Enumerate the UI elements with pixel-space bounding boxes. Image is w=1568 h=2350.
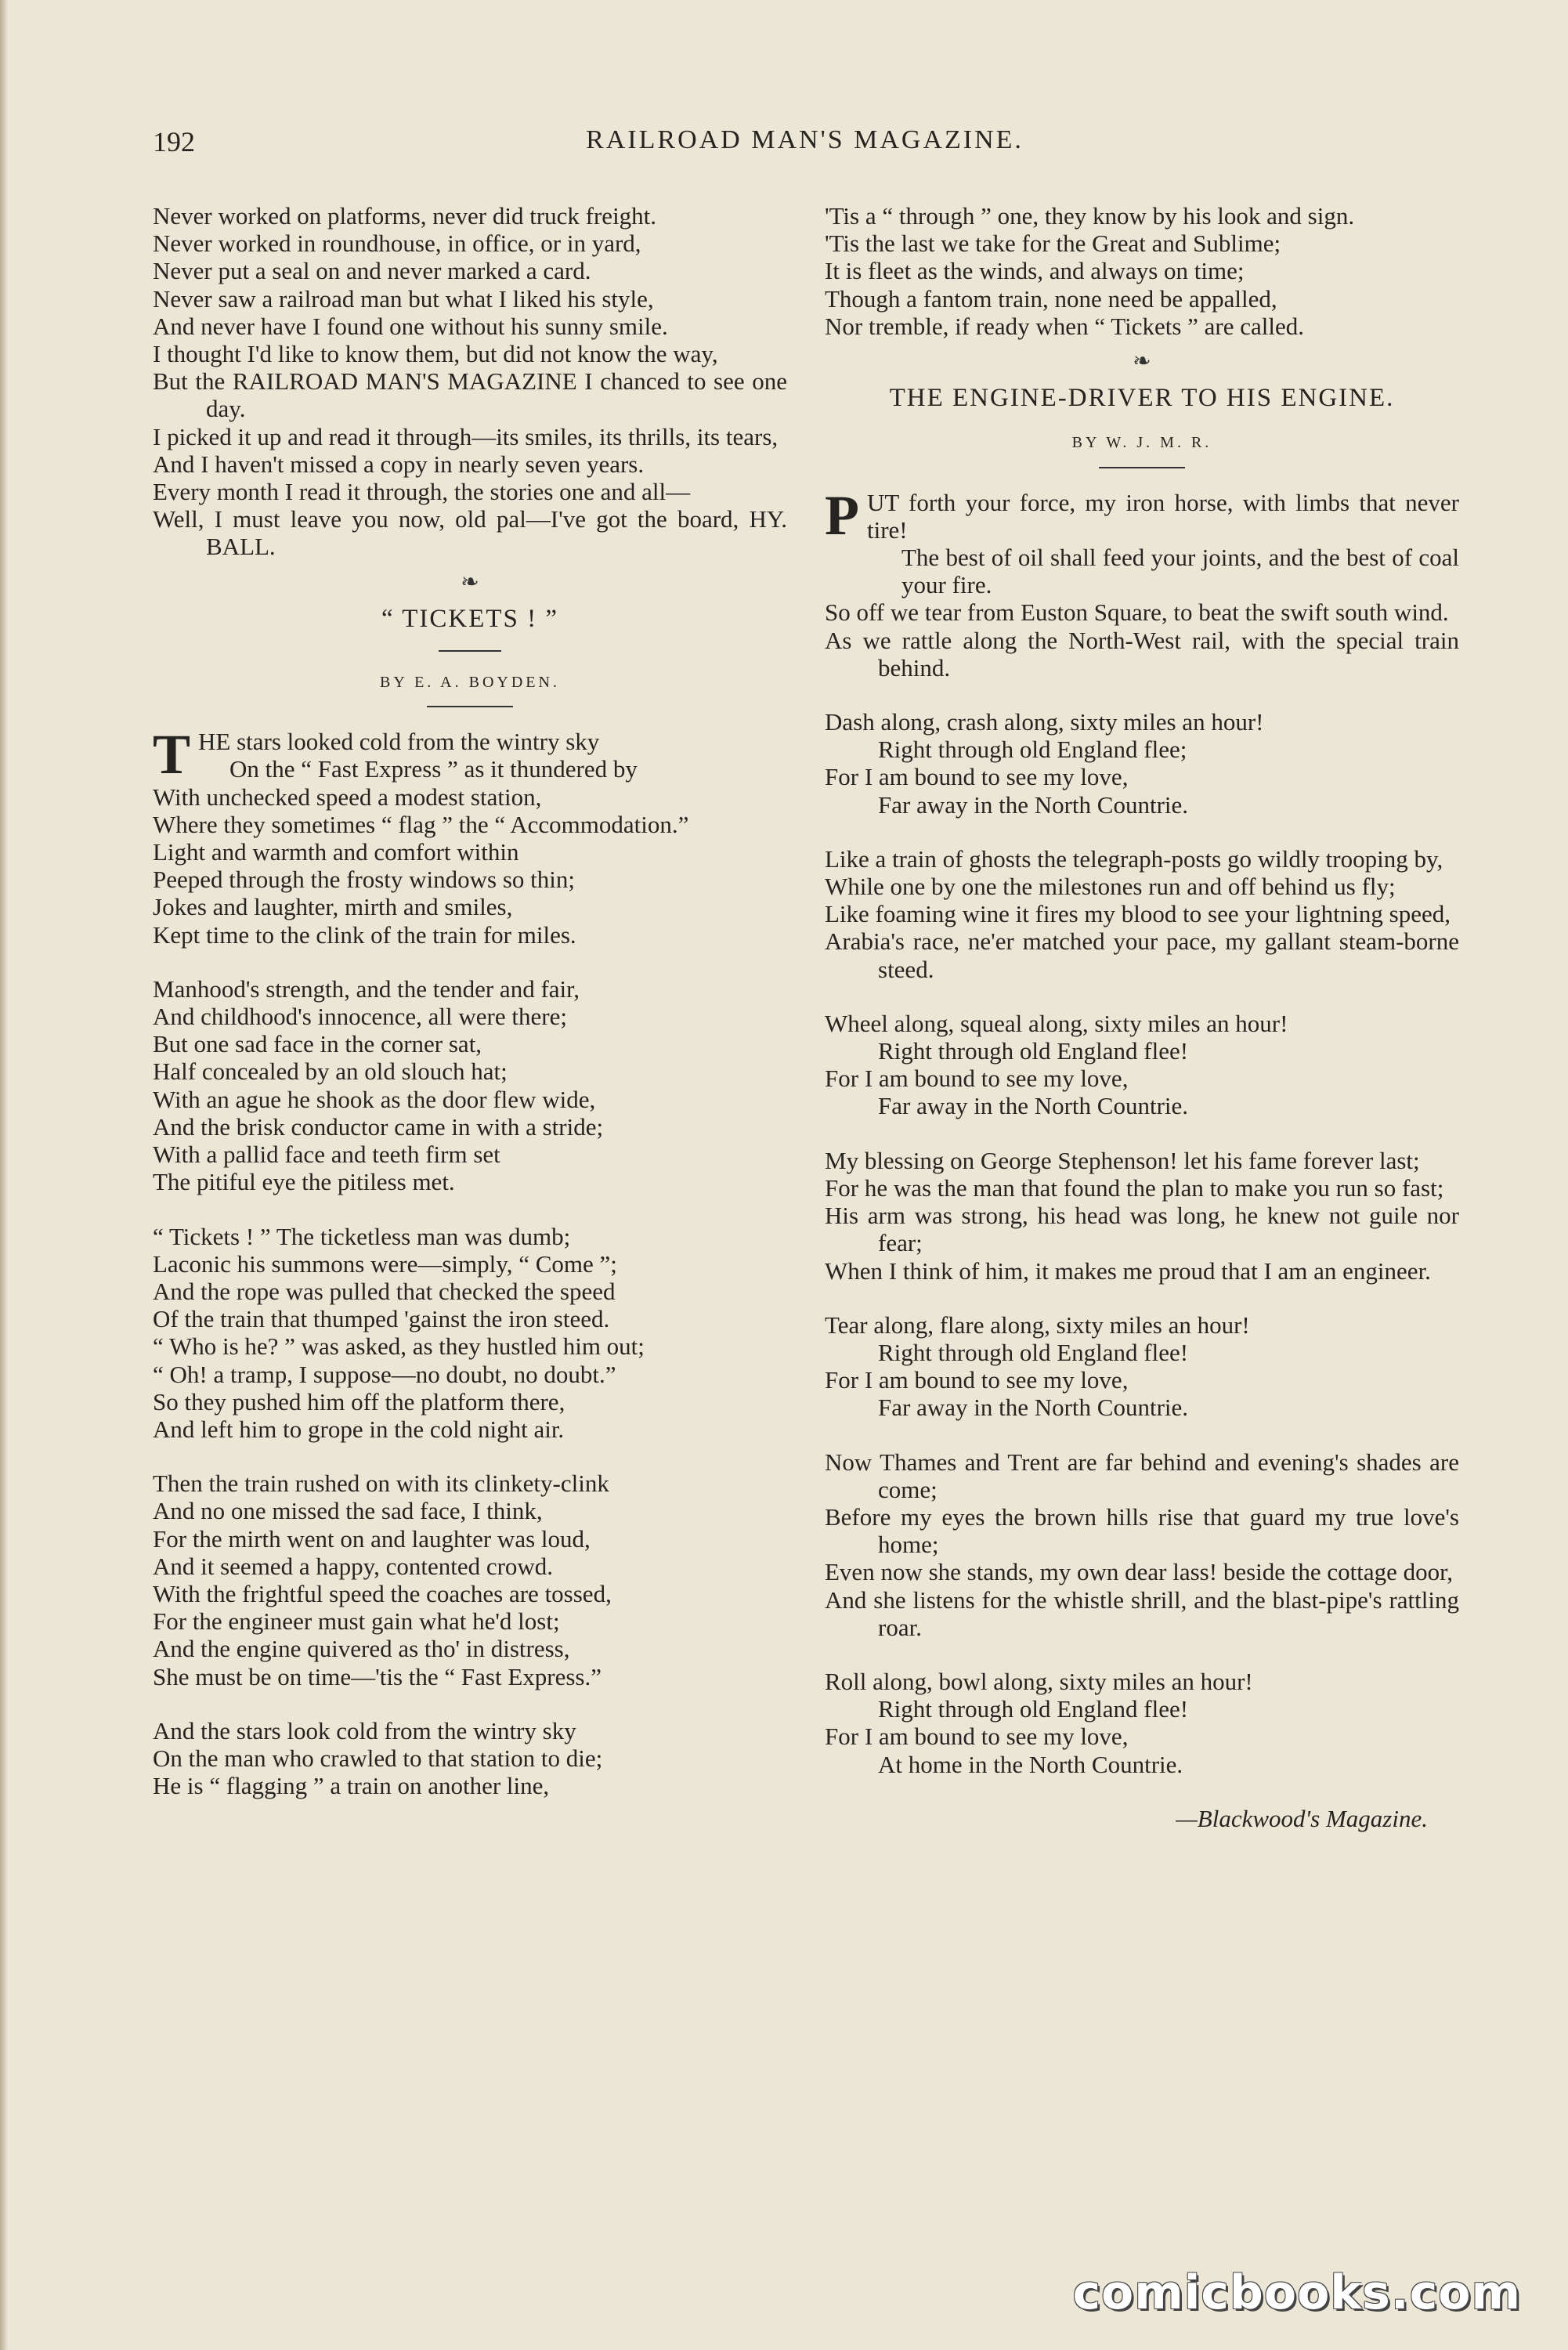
- verse-line: Now Thames and Trent are far behind and evening's shades are come;: [825, 1448, 1459, 1503]
- page-number: 192: [153, 126, 195, 157]
- verse-line: And left him to grope in the cold night air.: [153, 1415, 565, 1443]
- page-edge: [0, 0, 8, 2350]
- verse-line: “ Tickets ! ” The ticketless man was dumb;: [153, 1222, 571, 1250]
- verse-line: Peeped through the frosty windows so thin;: [153, 866, 576, 894]
- verse-line: And the engine quivered as tho' in distress,: [153, 1635, 570, 1663]
- verse-line: Even now she stands, my own dear lass! beside the cottage door,: [825, 1558, 1453, 1586]
- verse-line: Half concealed by an old slouch hat;: [153, 1058, 508, 1086]
- stanza: [825, 845, 1459, 983]
- verse-line: The pitiful eye the pitiless met.: [153, 1168, 455, 1196]
- verse-line: He is “ flagging ” a train on another line,: [153, 1772, 550, 1800]
- verse-line: And childhood's innocence, all were there;: [153, 1003, 567, 1031]
- ornament-icon: ❧: [1133, 349, 1151, 374]
- verse-line: It is fleet as the winds, and always on time;: [825, 257, 1245, 285]
- verse-line: I picked it up and read it through—its smiles, its thrills, its tears,: [153, 422, 779, 450]
- verse-line: For I am bound to see my love,: [825, 763, 1129, 791]
- engine-opening: [825, 483, 1459, 599]
- verse-line: My blessing on George Stephenson! let his fame forever last;: [825, 1146, 1420, 1174]
- verse-line: Every month I read it through, the stories one and all—: [153, 478, 691, 506]
- verse-line: Wheel along, squeal along, sixty miles an hour!: [825, 1009, 1288, 1037]
- drop-cap: P: [825, 483, 859, 547]
- verse-line: For the engineer must gain what he'd lost;: [153, 1607, 560, 1636]
- stanza: [153, 783, 787, 949]
- verse-line: For I am bound to see my love,: [825, 1723, 1129, 1751]
- verse-line: At home in the North Countrie.: [878, 1750, 1183, 1778]
- verse-line: Right through old England flee!: [878, 1338, 1189, 1366]
- byline-rule: [1099, 467, 1185, 468]
- verse-line: For he was the man that found the plan to make you run so fast;: [825, 1173, 1444, 1202]
- verse-line: Roll along, bowl along, sixty miles an hour!: [825, 1667, 1253, 1695]
- intro-poem-right: [825, 202, 1459, 340]
- watermark: comicbooks.com: [1072, 2265, 1521, 2320]
- verse-line: “ Oh! a tramp, I suppose—no doubt, no doubt.”: [153, 1360, 616, 1388]
- opening-line: HE stars looked cold from the wintry sky: [198, 728, 600, 756]
- verse-line: Tear along, flare along, sixty miles an hour!: [825, 1311, 1250, 1339]
- verse-line: She must be on time—'tis the “ Fast Express.”: [153, 1662, 602, 1690]
- stanza: [825, 598, 1459, 682]
- verse-line: Never saw a railroad man but what I liked his style,: [153, 284, 654, 313]
- stanza: [825, 1010, 1459, 1120]
- verse-line: With an ague he shook as the door flew wide,: [153, 1085, 596, 1113]
- verse-line: Dash along, crash along, sixty miles an hour!: [825, 708, 1264, 736]
- verse-line: Like a train of ghosts the telegraph-posts go wildly trooping by,: [825, 844, 1443, 873]
- poem-title-tickets: “ TICKETS ! ”: [381, 604, 559, 633]
- stanza: [825, 1448, 1459, 1641]
- verse-line: Well, I must leave you now, old pal—I've got the board, HY. BALL.: [153, 505, 787, 561]
- verse-line: Far away in the North Countrie.: [878, 1394, 1189, 1422]
- stanza: [825, 1668, 1459, 1778]
- verse-line: Though a fantom train, none need be appalled,: [825, 284, 1277, 313]
- verse-line: But the RAILROAD MAN'S MAGAZINE I chanced to see one day.: [153, 367, 787, 423]
- verse-line: For I am bound to see my love,: [825, 1065, 1129, 1093]
- opening-line-2: The best of oil shall feed your joints, and the best of coal your fire.: [901, 544, 1459, 599]
- verse-line: Far away in the North Countrie.: [878, 1092, 1189, 1120]
- verse-line: And the stars look cold from the wintry sky: [153, 1716, 576, 1744]
- stanza: [153, 1717, 787, 1800]
- verse-line: And never have I found one without his sunny smile.: [153, 312, 668, 340]
- stanza: [825, 1147, 1459, 1285]
- verse-line: His arm was strong, his head was long, he knew not guile nor fear;: [825, 1202, 1459, 1257]
- verse-line: Light and warmth and comfort within: [153, 838, 519, 866]
- verse-line: And the rope was pulled that checked the speed: [153, 1277, 616, 1305]
- verse-line: With unchecked speed a modest station,: [153, 783, 542, 811]
- verse-line: So they pushed him off the platform there,: [153, 1387, 565, 1415]
- running-title: RAILROAD MAN'S MAGAZINE.: [586, 125, 1024, 154]
- verse-line: Like foaming wine it fires my blood to see your lightning speed,: [825, 900, 1451, 928]
- stanza: [153, 1470, 787, 1690]
- verse-line: With a pallid face and teeth firm set: [153, 1141, 500, 1169]
- verse-line: Never worked on platforms, never did truck freight.: [153, 202, 657, 230]
- verse-line: Laconic his summons were—simply, “ Come ”;: [153, 1249, 617, 1278]
- right-column: [825, 202, 1459, 1832]
- verse-line: For I am bound to see my love,: [825, 1366, 1129, 1394]
- verse-line: Far away in the North Countrie.: [878, 790, 1189, 819]
- attribution: —Blackwood's Magazine.: [1176, 1804, 1428, 1832]
- drop-cap: T: [153, 723, 191, 786]
- byline-rule: [427, 706, 513, 707]
- opening-line: UT forth your force, my iron horse, with limbs that never tire!: [866, 488, 1459, 544]
- verse-line: Jokes and laughter, mirth and smiles,: [153, 893, 513, 921]
- engine-stanzas: [825, 598, 1459, 1777]
- verse-line: Kept time to the clink of the train for miles.: [153, 920, 576, 949]
- opening-line-2: On the “ Fast Express ” as it thundered by: [229, 755, 638, 783]
- verse-line: For the mirth went on and laughter was loud,: [153, 1524, 591, 1553]
- byline-engine-driver: BY W. J. M. R.: [1071, 434, 1212, 452]
- verse-line: Arabia's race, ne'er matched your pace, my gallant steam-borne steed.: [825, 927, 1459, 983]
- verse-line: I thought I'd like to know them, but did not know the way,: [153, 340, 718, 368]
- verse-line: As we rattle along the North-West rail, with the special train behind.: [825, 626, 1459, 682]
- verse-line: Then the train rushed on with its clinkety-clink: [153, 1470, 609, 1498]
- verse-line: When I think of him, it makes me proud that I am an engineer.: [825, 1256, 1431, 1285]
- verse-line: On the man who crawled to that station to die;: [153, 1744, 603, 1772]
- verse-line: With the frightful speed the coaches are tossed,: [153, 1579, 612, 1607]
- verse-line: And it seemed a happy, contented crowd.: [153, 1552, 554, 1580]
- stanza: [825, 1311, 1459, 1422]
- verse-line: But one sad face in the corner sat,: [153, 1030, 482, 1058]
- verse-line: And she listens for the whistle shrill, and the blast-pipe's rattling roar.: [825, 1585, 1459, 1641]
- verse-line: Right through old England flee!: [878, 1695, 1189, 1723]
- verse-line: Never put a seal on and never marked a card.: [153, 257, 591, 285]
- verse-line: Before my eyes the brown hills rise that guard my true love's home;: [825, 1502, 1459, 1559]
- verse-line: Where they sometimes “ flag ” the “ Accommodation.”: [153, 810, 689, 838]
- verse-line: Of the train that thumped 'gainst the iron steed.: [153, 1305, 610, 1333]
- intro-poem-left: [153, 202, 787, 561]
- verse-line: And I haven't missed a copy in nearly seven years.: [153, 450, 645, 478]
- left-column: [153, 202, 787, 1826]
- verse-line: Right through old England flee!: [878, 1037, 1189, 1065]
- tickets-opening: [153, 723, 787, 786]
- verse-line: Never worked in roundhouse, in office, or in yard,: [153, 230, 641, 258]
- verse-line: While one by one the milestones run and off behind us fly;: [825, 873, 1396, 901]
- verse-line: Nor tremble, if ready when “ Tickets ” are called.: [825, 312, 1305, 340]
- tickets-stanzas: [153, 783, 787, 1800]
- verse-line: “ Who is he? ” was asked, as they hustled him out;: [153, 1332, 645, 1361]
- stanza: [153, 1223, 787, 1444]
- verse-line: 'Tis a “ through ” one, they know by his look and sign.: [825, 202, 1355, 230]
- verse-line: And the brisk conductor came in with a stride;: [153, 1112, 604, 1141]
- poem-title-engine-driver: THE ENGINE-DRIVER TO HIS ENGINE.: [889, 384, 1395, 413]
- stanza: [153, 975, 787, 1196]
- byline-tickets: BY E. A. BOYDEN.: [380, 674, 560, 692]
- title-rule: [439, 650, 501, 652]
- verse-line: Right through old England flee;: [878, 736, 1187, 764]
- verse-line: Manhood's strength, and the tender and fair,: [153, 974, 580, 1003]
- verse-line: And no one missed the sad face, I think,: [153, 1497, 543, 1525]
- verse-line: So off we tear from Euston Square, to beat the swift south wind.: [825, 598, 1449, 627]
- page-header: [153, 125, 1457, 172]
- stanza: [825, 708, 1459, 819]
- ornament-icon: ❧: [461, 569, 479, 595]
- verse-line: 'Tis the last we take for the Great and Sublime;: [825, 230, 1281, 258]
